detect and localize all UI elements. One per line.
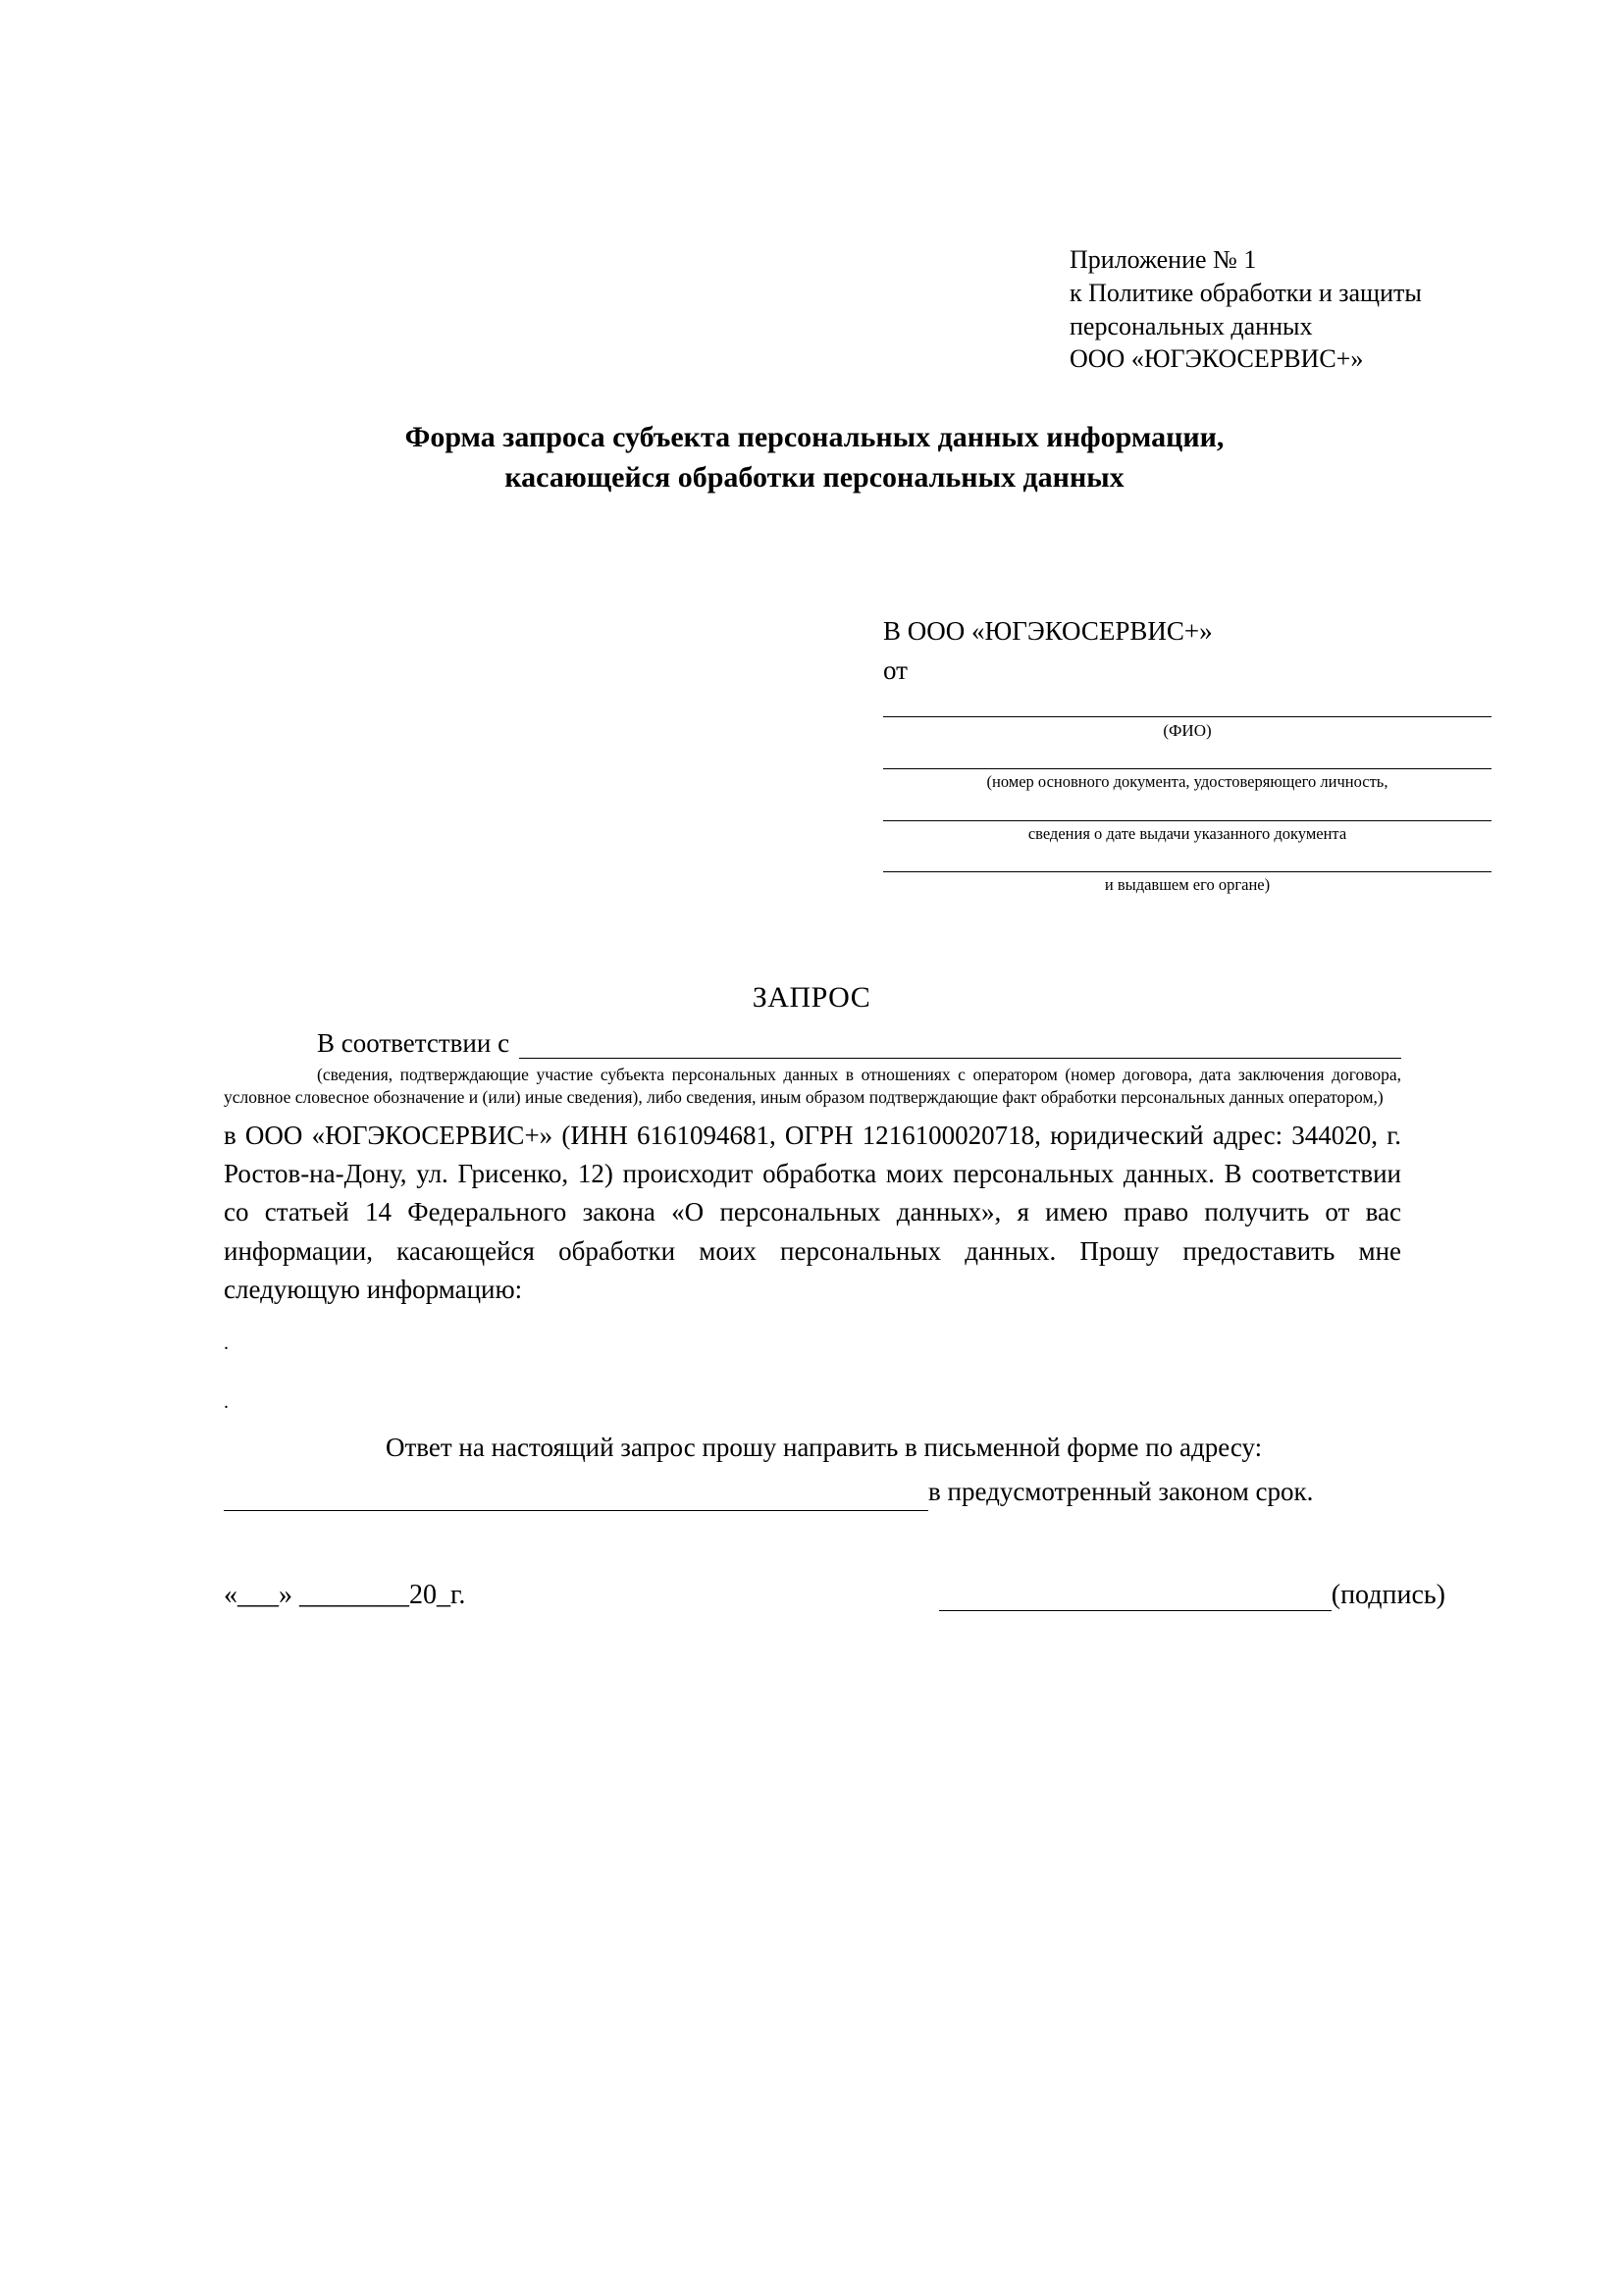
header-line-3: персональных данных — [1070, 311, 1313, 340]
in-accordance-input-line[interactable] — [519, 1034, 1401, 1059]
document-header-block — [1070, 243, 1580, 376]
document-number-input-line[interactable] — [883, 743, 1492, 769]
answer-address-text: Ответ на настоящий запрос прошу направить в письменной форме по адресу: — [386, 1433, 1263, 1462]
document-issuer-caption: и выдавшем его органе) — [1104, 875, 1271, 895]
fio-caption: (ФИО) — [1163, 720, 1212, 740]
main-paragraph: в ООО «ЮГЭКОСЕРВИС+» (ИНН 6161094681, ОГРН 1216100020718, юридический адрес: 344020, г. Ростов-на-Дону, ул. Грисенко, 12) происходит обработка моих персональных данных. В соответствии со статьей 14 Федерального закона «О персональных данных», я имею право получить от вас информации, касающейся обработки моих персональных данных. Прошу предоставить мне следующую информацию: — [224, 1120, 1401, 1305]
page-title-line-1: Форма запроса субъекта персональных данных информации, — [404, 421, 1225, 453]
page-title — [245, 417, 1384, 498]
answer-address-tail: в предусмотренный законом срок. — [928, 1476, 1314, 1506]
document-body — [224, 1028, 1401, 1310]
header-line-4: ООО «ЮГЭКОСЕРВИС+» — [1070, 344, 1364, 374]
signature-input-line[interactable] — [939, 1589, 1332, 1611]
fineprint-text: (сведения, подтверждающие участие субъекта персональных данных в отношениях с оператором (номер договора, дата заключения договора, условное словесное обозначение и (или) иные сведения), либо сведения, иным образом подтверждающие факт обработки персональных данных оператором,) — [224, 1065, 1401, 1107]
document-number-caption: (номер основного документа, удостоверяющего личность, — [986, 772, 1388, 792]
addressee-organization: В ООО «ЮГЭКОСЕРВИС+» — [883, 616, 1213, 646]
header-line-2: к Политике обработки и защиты — [1070, 278, 1422, 307]
document-date-input-line[interactable] — [883, 795, 1492, 821]
date-placeholder[interactable]: «___» ________20_г. — [224, 1580, 466, 1610]
signature-row — [224, 1580, 1445, 1611]
document-date-field-group — [883, 795, 1492, 845]
addressee-block — [883, 613, 1492, 896]
answer-address-block — [224, 1428, 1401, 1511]
request-heading: ЗАПРОС — [752, 981, 871, 1014]
document-issuer-field-group — [883, 846, 1492, 896]
list-marker-2: . — [224, 1391, 229, 1413]
document-date-caption: сведения о дате выдачи указанного документа — [1027, 823, 1347, 843]
signature-block — [939, 1580, 1445, 1611]
fineprint-note — [224, 1064, 1401, 1109]
answer-address-row — [224, 1472, 1401, 1512]
in-accordance-label: В соответствии с — [317, 1028, 510, 1058]
signature-label: (подпись) — [1331, 1580, 1445, 1610]
in-accordance-row — [224, 1028, 1401, 1059]
document-number-field-group — [883, 743, 1492, 793]
document-issuer-input-line[interactable] — [883, 846, 1492, 872]
fio-field-group — [883, 691, 1492, 741]
answer-address-input-line[interactable] — [224, 1487, 928, 1511]
addressee-from-label: от — [883, 655, 908, 686]
list-marker-1: . — [224, 1332, 229, 1354]
fio-input-line[interactable] — [883, 691, 1492, 717]
header-line-1: Приложение № 1 — [1070, 245, 1257, 274]
page-title-line-2: касающейся обработки персональных данных — [504, 461, 1125, 495]
